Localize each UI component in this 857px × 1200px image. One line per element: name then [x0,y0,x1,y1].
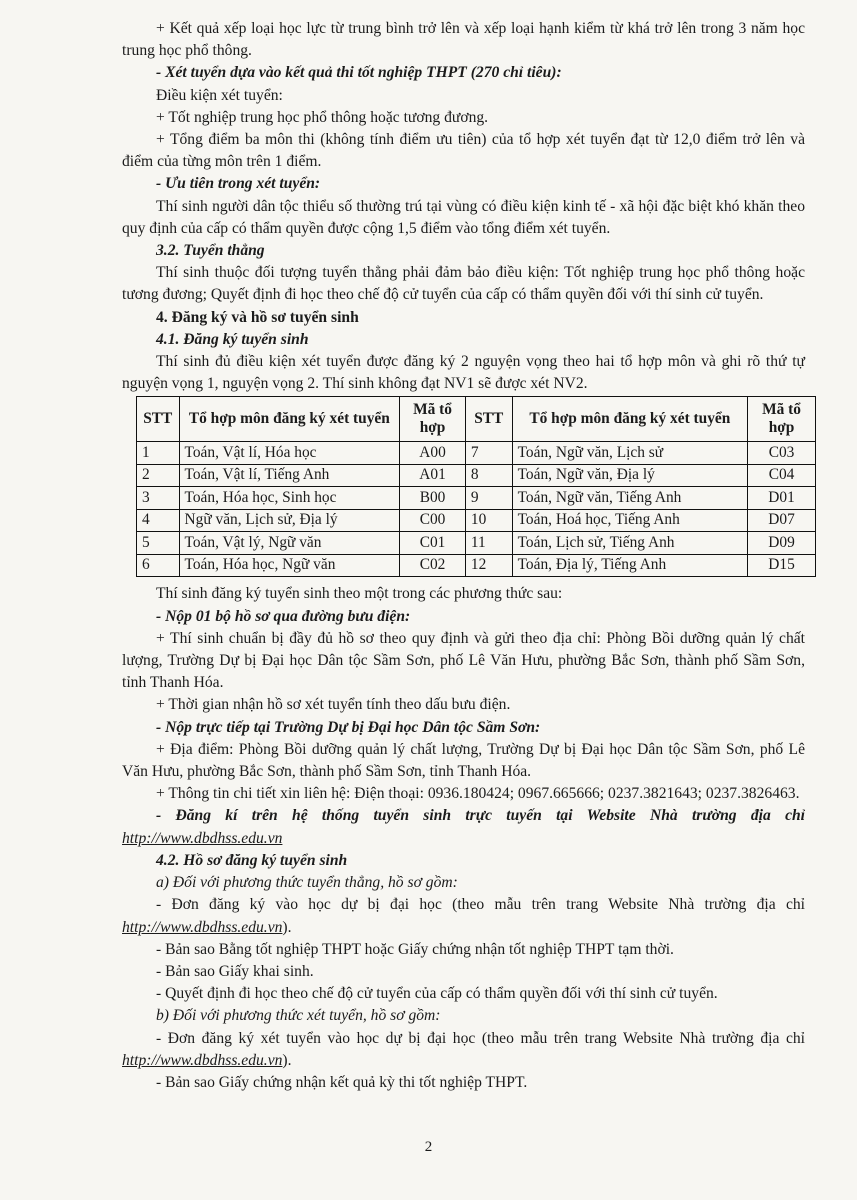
cell-combination: Toán, Lịch sử, Tiếng Anh [512,532,747,555]
cell-stt: 3 [137,487,180,510]
heading-direct-submission: - Nộp trực tiếp tại Trường Dự bị Đại học Dân tộc Sầm Sơn: [156,718,541,736]
application-form-close: ). [282,1051,292,1069]
cell-stt: 1 [137,442,180,465]
paragraph-registration: Thí sinh đủ điều kiện xét tuyển được đăng ký 2 nguyện vọng theo hai tổ hợp môn và ghi rõ thứ tự nguyện vọng 1, nguyện vọng 2. Thí sinh không đạt NV1 sẽ được xét NV2. [122,353,805,393]
header-combination: Tổ hợp môn đăng ký xét tuyển [179,397,400,442]
condition-score: + Tổng điểm ba môn thi (không tính điểm ưu tiên) của tổ hợp xét tuyển đạt từ 12,0 điểm trở lên và điểm của từng môn trên 1 điểm. [122,131,805,171]
cell-stt: 8 [465,464,512,487]
header-stt: STT [137,397,180,442]
paragraph-priority: Thí sinh người dân tộc thiểu số thường trú tại vùng có điều kiện kinh tế - xã hội đặc biệt khó khăn theo quy định của cấp có thẩm quyền được cộng 1,5 điểm vào tổng điểm xét tuyển. [122,197,805,237]
cell-combination: Toán, Ngữ văn, Địa lý [512,464,747,487]
condition-graduation: + Tốt nghiệp trung học phổ thông hoặc tương đương. [156,108,489,126]
cell-combination: Toán, Địa lý, Tiếng Anh [512,554,747,577]
cell-stt: 10 [465,509,512,532]
cell-code: D01 [748,487,816,510]
cell-stt: 9 [465,487,512,510]
paragraph-direct-admission: Thí sinh thuộc đối tượng tuyển thẳng phải đảm bảo điều kiện: Tốt nghiệp trung học phổ thông hoặc tương đương; Quyết định đi học theo chế độ cử tuyển của cấp có thẩm quyền đối với thí sinh cử tuyển. [122,264,805,304]
table-row [137,464,816,487]
cell-code: D09 [748,532,816,555]
cell-stt: 7 [465,442,512,465]
cell-combination: Toán, Hóa học, Sinh học [179,487,400,510]
table-header-row [137,397,816,442]
cell-code: C00 [400,509,466,532]
cell-code: A01 [400,464,466,487]
cell-combination: Toán, Hoá học, Tiếng Anh [512,509,747,532]
paragraph-contact-phones: + Thông tin chi tiết xin liên hệ: Điện thoại: 0936.180424; 0967.665666; 0237.3821643; 0237.3826463. [156,785,800,803]
table-row [137,532,816,555]
table-row [137,442,816,465]
header-stt: STT [465,397,512,442]
paragraph-postal-time: + Thời gian nhận hồ sơ xét tuyển tính theo dấu bưu điện. [156,696,511,714]
cell-combination: Toán, Vật lí, Tiếng Anh [179,464,400,487]
heading-registration-and-dossier: 4. Đăng ký và hồ sơ tuyển sinh [156,308,359,326]
cell-code: A00 [400,442,466,465]
subject-combination-table [136,396,816,577]
table-row [137,487,816,510]
heading-thpt-exam: - Xét tuyển dựa vào kết quả thi tốt nghiệp THPT (270 chỉ tiêu): [156,64,562,82]
heading-dossier: 4.2. Hồ sơ đăng ký tuyển sinh [156,851,348,869]
cell-stt: 11 [465,532,512,555]
cell-stt: 4 [137,509,180,532]
cell-code: C02 [400,554,466,577]
cell-combination: Toán, Ngữ văn, Tiếng Anh [512,487,747,510]
paragraph-methods-intro: Thí sinh đăng ký tuyển sinh theo một trong các phương thức sau: [156,585,563,603]
heading-dossier-exam: b) Đối với phương thức xét tuyển, hồ sơ gồm: [156,1007,441,1025]
cell-stt: 5 [137,532,180,555]
paragraph-postal-address: + Thí sinh chuẩn bị đầy đủ hồ sơ theo quy định và gửi theo địa chỉ: Phòng Bồi dưỡng quản lý chất lượng, Trường Dự bị Đại học Dân tộc Sầm Sơn, phố Lê Văn Hưu, phường Bắc Sơn, thành phố Sầm Sơn, tỉnh Thanh Hóa. [122,629,805,692]
cell-combination: Toán, Vật lý, Ngữ văn [179,532,400,555]
heading-direct-admission: 3.2. Tuyển thẳng [156,242,265,260]
paragraph-application-form-direct [122,894,805,938]
application-form-text: - Đơn đăng ký vào học dự bị đại học (theo mẫu trên trang Website Nhà trường địa chỉ [156,896,805,914]
paragraph-direct-location: + Địa điểm: Phòng Bồi dưỡng quản lý chất lượng, Trường Dự bị Đại học Dân tộc Sầm Sơn, phố Lê Văn Hưu, phường Bắc Sơn, thành phố Sầm Sơn, tỉnh Thanh Hóa. [122,740,805,781]
heading-online-registration [122,805,805,849]
paragraph-exam-result-certificate: - Bản sao Giấy chứng nhận kết quả kỳ thi tốt nghiệp THPT. [156,1073,528,1091]
paragraph-nomination-decision: - Quyết định đi học theo chế độ cử tuyển của cấp có thẩm quyền đối với thí sinh cử tuyển. [156,985,718,1003]
heading-priority: - Ưu tiên trong xét tuyển: [156,175,321,193]
page-number: 2 [424,1139,433,1155]
cell-combination: Toán, Vật lí, Hóa học [179,442,400,465]
heading-postal-submission: - Nộp 01 bộ hồ sơ qua đường bưu điện: [156,607,411,625]
cell-stt: 2 [137,464,180,487]
paragraph-conduct-result: + Kết quả xếp loại học lực từ trung bình trở lên và xếp loại hạnh kiểm từ khá trở lên trong 3 năm học trung học phổ thông. [122,20,805,60]
heading-dossier-direct: a) Đối với phương thức tuyển thẳng, hồ sơ gồm: [156,874,458,892]
conditions-label: Điều kiện xét tuyển: [156,86,283,104]
paragraph-diploma-copy: - Bản sao Bằng tốt nghiệp THPT hoặc Giấy chứng nhận tốt nghiệp THPT tạm thời. [156,940,674,958]
table-row [137,554,816,577]
website-link[interactable]: http://www.dbdhss.edu.vn [122,918,283,936]
header-combination: Tổ hợp môn đăng ký xét tuyển [512,397,747,442]
cell-combination: Toán, Ngữ văn, Lịch sử [512,442,747,465]
cell-code: D07 [748,509,816,532]
paragraph-birth-certificate: - Bản sao Giấy khai sinh. [156,962,314,980]
cell-code: B00 [400,487,466,510]
cell-combination: Ngữ văn, Lịch sử, Địa lý [179,509,400,532]
website-link[interactable]: http://www.dbdhss.edu.vn [122,1051,283,1069]
cell-combination: Toán, Hóa học, Ngữ văn [179,554,400,577]
cell-stt: 12 [465,554,512,577]
website-link[interactable]: http://www.dbdhss.edu.vn [122,829,283,847]
header-code: Mã tổ hợp [400,397,466,442]
cell-stt: 6 [137,554,180,577]
application-form-text: - Đơn đăng ký xét tuyển vào học dự bị đại học (theo mẫu trên trang Website Nhà trường địa chỉ [156,1029,805,1047]
application-form-close: ). [282,918,292,936]
table-row [137,509,816,532]
online-registration-label: - Đăng kí trên hệ thống tuyển sinh trực tuyến tại Website Nhà trường địa chỉ [156,807,805,825]
cell-code: C04 [748,464,816,487]
cell-code: D15 [748,554,816,577]
paragraph-application-form-exam [122,1028,805,1072]
cell-code: C03 [748,442,816,465]
cell-code: C01 [400,532,466,555]
header-code: Mã tổ hợp [748,397,816,442]
heading-registration: 4.1. Đăng ký tuyển sinh [156,330,309,348]
